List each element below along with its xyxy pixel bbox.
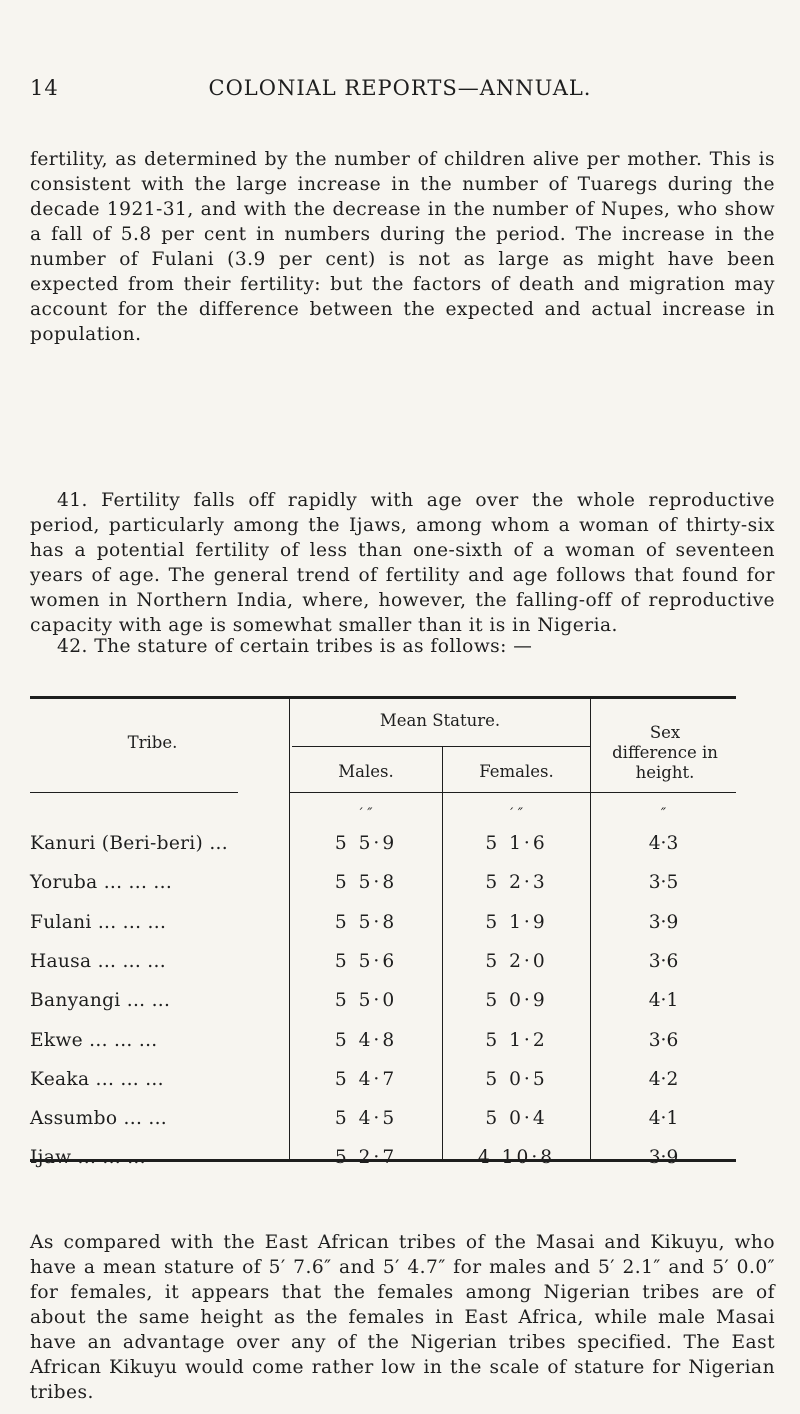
row-female-stature: 5 0·4 — [485, 1108, 548, 1130]
row-male-stature: 5 4·7 — [334, 1068, 398, 1090]
row-male-stature: 5 5·8 — [334, 872, 398, 894]
row-male-stature: 5 5·6 — [334, 950, 398, 972]
paragraph-41: 41. Fertility falls off rapidly with age over the whole reproductive period, particularly among the Ijaws, among whom a woman of thirty-six has a potential fertility of less than one-sixth of a woman of seventeen years of age. The general trend of fertility and age follows that found for women in Northern India, where, however, the falling-off of reproductive capacity with age is somewhat smaller than it is in Nigeria. — [30, 490, 775, 636]
row-male-stature: 5 4·8 — [334, 1029, 398, 1051]
row-female-stature: 5 1·2 — [485, 1029, 548, 1051]
row-female-stature: 5 2·3 — [485, 872, 548, 894]
header-females: Females. — [479, 762, 554, 781]
row-sex-difference: 4·1 — [648, 1108, 679, 1130]
row-sex-difference: 4·1 — [648, 990, 679, 1012]
row-female-stature: 5 1·9 — [485, 911, 548, 933]
row-sex-difference: 4·3 — [648, 833, 679, 854]
row-tribe-name: Ijaw ... ... ... — [30, 1147, 146, 1169]
row-sex-difference: 3·9 — [648, 1147, 679, 1169]
unit-marks-difference: ″ — [660, 806, 667, 822]
row-female-stature: 5 2·0 — [485, 950, 548, 972]
header-mean-stature: Mean Stature. — [379, 711, 501, 730]
row-female-stature: 5 0·5 — [485, 1068, 548, 1090]
row-female-stature: 4 10·8 — [477, 1147, 556, 1169]
table-top-rule — [30, 696, 736, 699]
row-sex-difference: 3·6 — [648, 1029, 679, 1051]
header-rule-tribe — [30, 792, 238, 793]
header-rule-values — [290, 792, 736, 793]
stature-table — [30, 696, 736, 1169]
row-female-stature: 5 1·6 — [485, 833, 548, 854]
running-title: COLONIAL REPORTS—ANNUAL. — [208, 76, 592, 100]
row-sex-difference: 3·5 — [648, 872, 679, 894]
row-sex-difference: 3·9 — [648, 911, 679, 933]
row-male-stature: 5 5·9 — [334, 833, 398, 854]
row-male-stature: 5 2·7 — [334, 1147, 398, 1169]
paragraph-fertility-continued: fertility, as determined by the number of children alive per mother. This is consistent with the large increase in the number of Tuaregs during the decade 1921-31, and with the decrease in the number of Nupes, who show a fall of 5.8 per cent in numbers during the period. The increase in the number of Fulani (3.9 per cent) is not as large as might have been expected from their fertility: but the factors of death and migration may account for the difference between the expected and actual increase in population. — [30, 149, 775, 345]
row-tribe-name: Hausa ... ... ... — [30, 950, 166, 972]
row-tribe-name: Keaka ... ... ... — [30, 1068, 164, 1090]
page-number: 14 — [30, 76, 59, 100]
paragraph-east-africa-comparison: As compared with the East African tribes of the Masai and Kikuyu, who have a mean stature of 5′ 7.6″ and 5′ 4.7″ for males and 5′ 2.1″ and 5′ 0.0″ for females, it appears that the females among Nigerian tribes are of about the same height as the females in East Africa, while male Masai have an advantage over any of the Nigerian tribes specified. The East African Kikuyu would come rather low in the scale of stature for Nigerian tribes. — [30, 1232, 775, 1403]
row-male-stature: 5 4·5 — [334, 1108, 398, 1130]
paragraph-42: 42. The stature of certain tribes is as follows: — — [57, 636, 533, 657]
header-tribe: Tribe. — [127, 733, 178, 752]
header-males: Males. — [338, 762, 394, 781]
row-sex-difference: 3·6 — [648, 950, 679, 972]
row-tribe-name: Banyangi ... ... — [30, 990, 171, 1012]
row-male-stature: 5 5·8 — [334, 911, 398, 933]
header-sex-difference: Sex difference in height. — [612, 723, 718, 782]
row-tribe-name: Assumbo ... ... — [30, 1108, 167, 1130]
row-sex-difference: 4·2 — [648, 1068, 679, 1090]
row-tribe-name: Yoruba ... ... ... — [30, 872, 173, 894]
unit-marks-males: ′ ″ — [359, 806, 373, 822]
mean-stature-subrule — [292, 746, 590, 747]
row-tribe-name: Ekwe ... ... ... — [30, 1029, 158, 1051]
row-tribe-name: Kanuri (Beri-beri) ... — [30, 833, 228, 854]
row-tribe-name: Fulani ... ... ... — [30, 911, 167, 933]
row-male-stature: 5 5·0 — [334, 990, 398, 1012]
row-female-stature: 5 0·9 — [485, 990, 548, 1012]
unit-marks-females: ′ ″ — [510, 806, 523, 822]
